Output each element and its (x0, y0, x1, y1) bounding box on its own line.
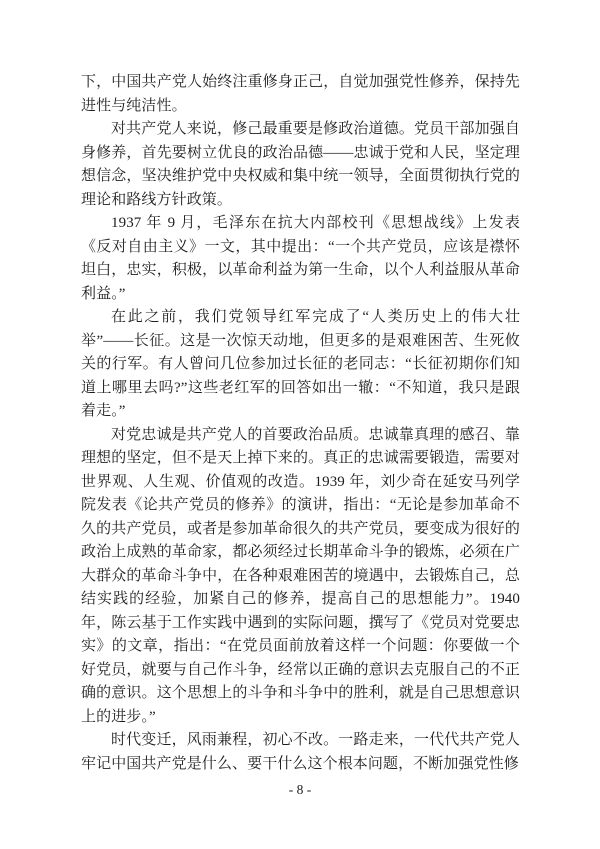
page-number: - 8 - (288, 782, 312, 797)
paragraph: 时代变迁，风雨兼程，初心不改。一路走来，一代代共产党人牢记中国共产党是什么、要干什么这个根本问题，不断加强党性修 (81, 732, 520, 772)
paragraph: 下，中国共产党人始终注重修身正己，自觉加强党性修养，保持先进性与纯洁性。 (81, 74, 520, 114)
page-body-text (81, 71, 520, 776)
paragraph: 在此之前，我们党领导红军完成了“人类历史上的伟大壮举”——长征。这是一次惊天动地，但更多的是艰难困苦、生死攸关的行军。有人曾问几位参加过长征的老同志：“长征初期你们知道上哪里去吗?”这些老红军的回答如出一辙：“不知道，我只是跟着走。” (81, 309, 520, 419)
paragraph: 对党忠诚是共产党人的首要政治品质。忠诚靠真理的感召、靠理想的坚定，但不是天上掉下来的。真正的忠诚需要锻造，需要对世界观、人生观、价值观的改造。1939 年，刘少奇在延安马列学院发表《论共产党员的修养》的演讲，指出：“无论是参加革命不久的共产党员，或者是参加革命很久的共产党员，要变成为很好的政治上成熟的革命家，都必须经过长期革命斗争的锻炼，必须在广大群众的革命斗争中，在各种艰难困苦的境遇中，去锻炼自己，总结实践的经验，加紧自己的修养，提高自己的思想能力”。1940 年，陈云基于工作实践中遇到的实际问题，撰写了《党员对党要忠实》的文章，指出：“在党员面前放着这样一个问题：你要做一个好党员，就要与自己作斗争，经常以正确的意识去克服自己的不正确的意识。这个思想上的斗争和斗争中的胜利，就是自己思想意识上的进步。” (81, 426, 520, 725)
paragraph: 对共产党人来说，修己最重要是修政治道德。党员干部加强自身修养，首先要树立优良的政治品德——忠诚于党和人民，坚定理想信念，坚决维护党中央权威和集中统一领导，全面贯彻执行党的理论和路线方针政策。 (81, 121, 520, 208)
paragraph: 1937 年 9 月，毛泽东在抗大内部校刊《思想战线》上发表《反对自由主义》一文，其中提出：“一个共产党员，应该是襟怀坦白，忠实，积极，以革命利益为第一生命，以个人利益服从革命利益。” (81, 215, 520, 302)
